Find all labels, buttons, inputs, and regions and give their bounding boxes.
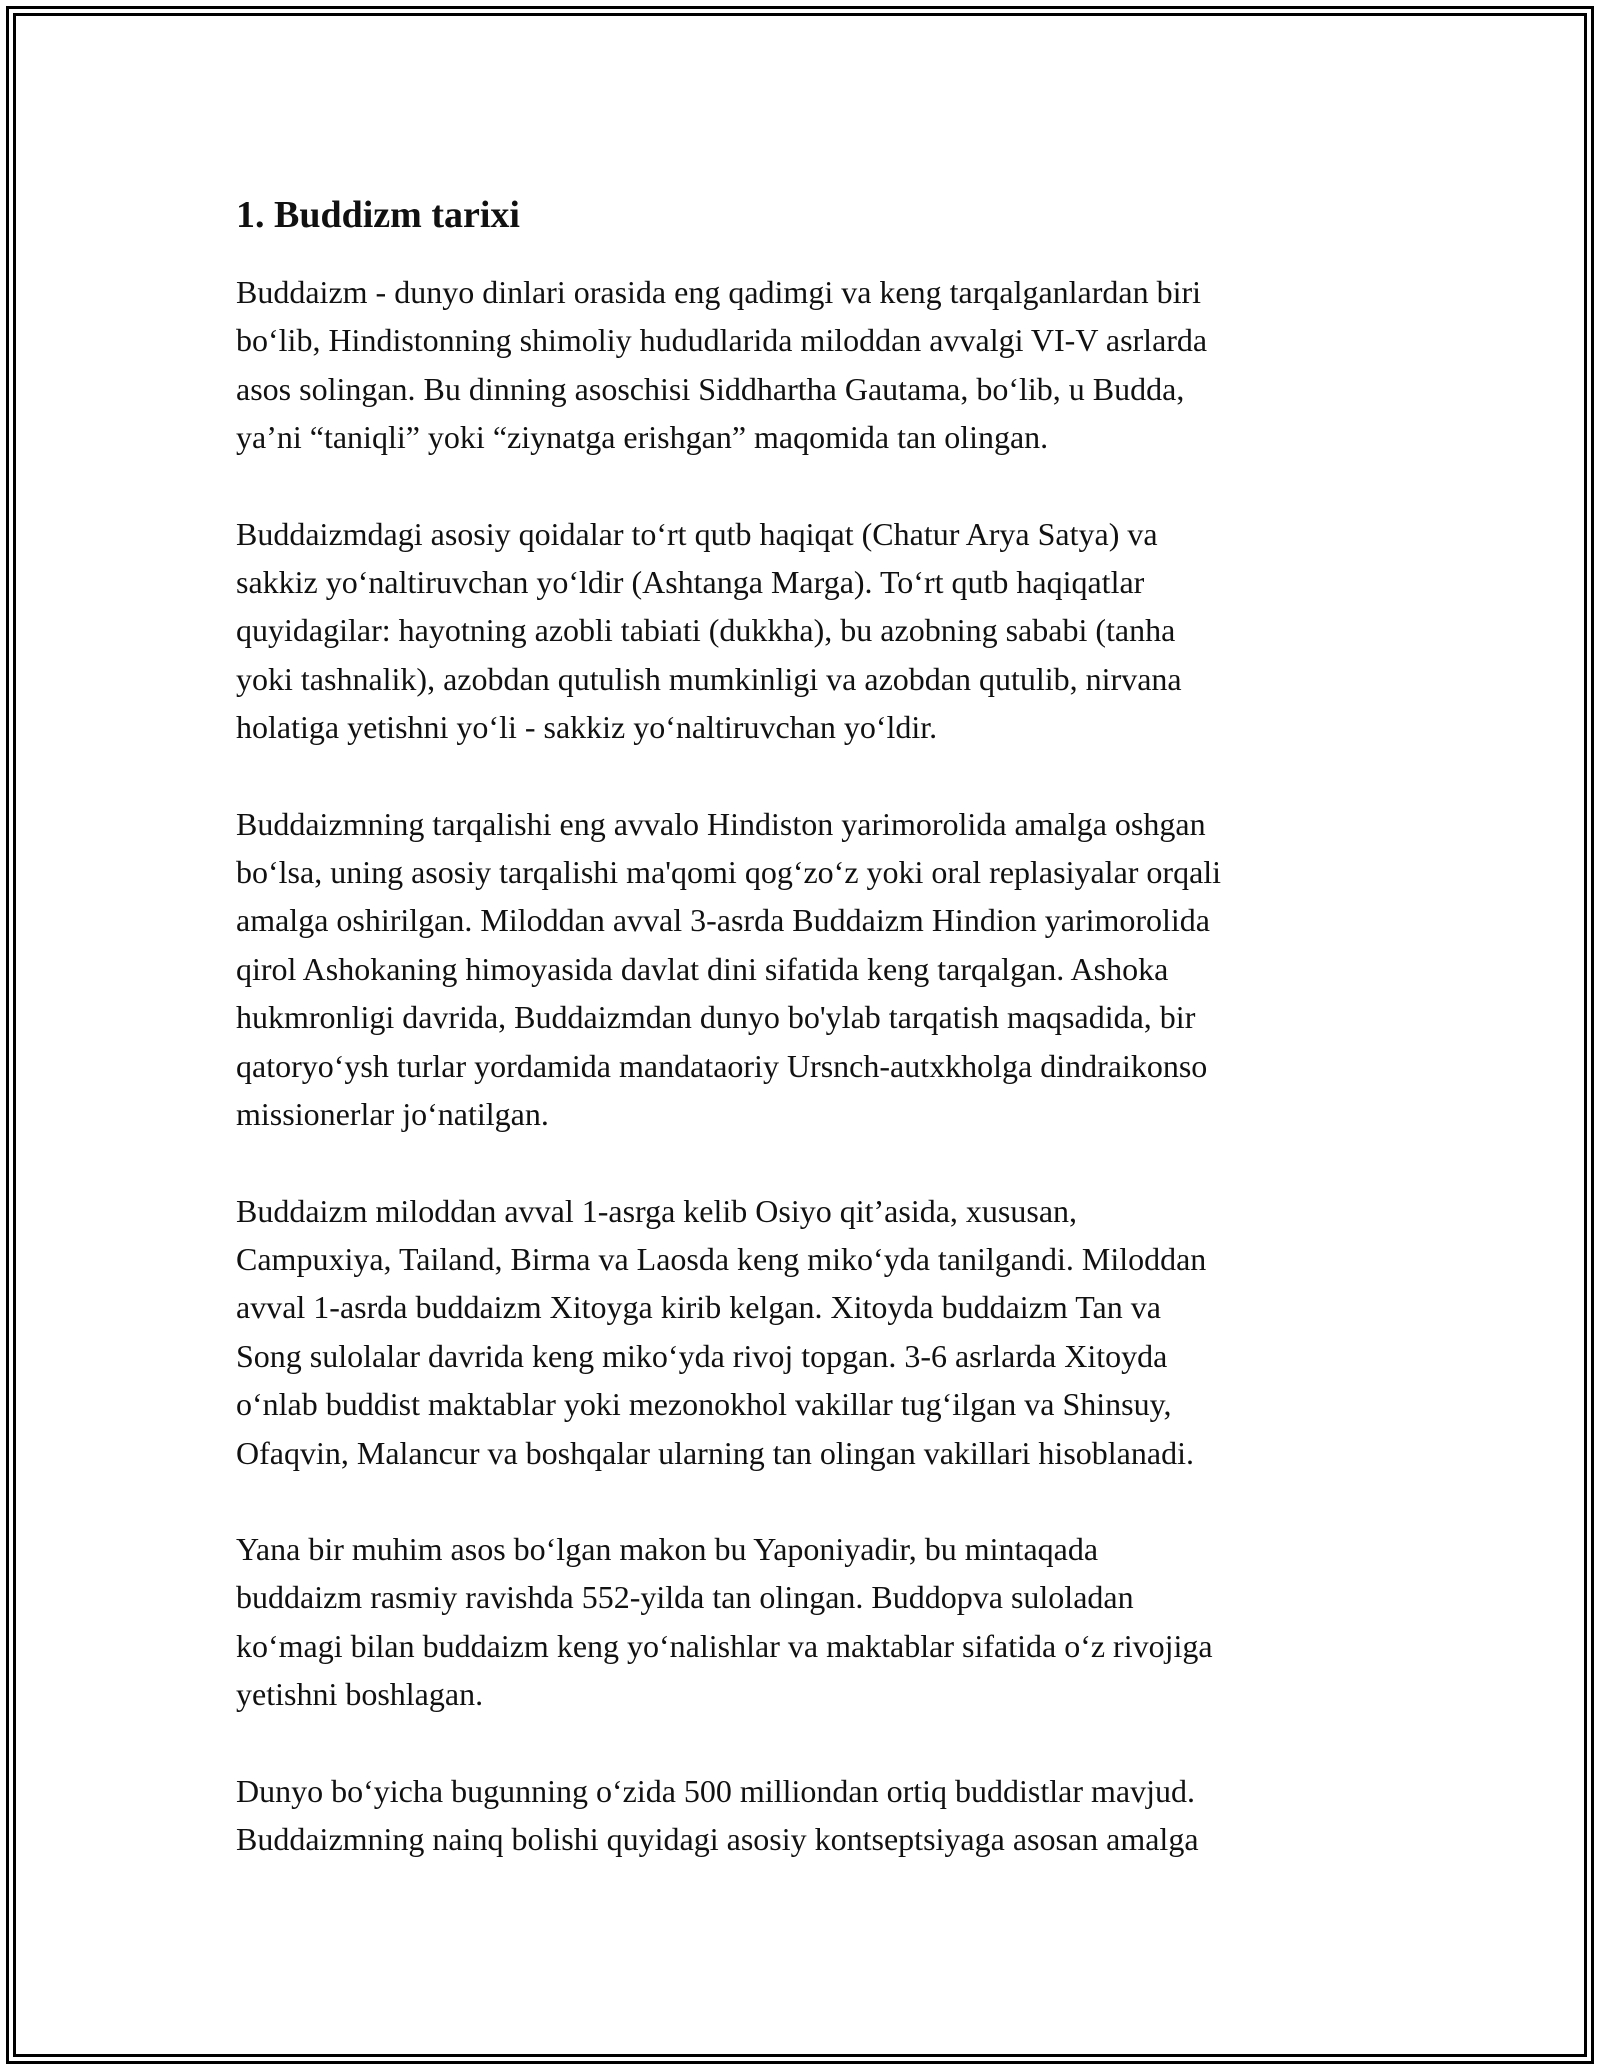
section-heading: 1. Buddizm tarixi [236,194,520,236]
paragraph-world-today: Dunyo bo‘yicha bugunning o‘zida 500 milliondan ortiq buddistlar mavjud. Buddaizmning nainq bolishi quyidagi asosiy kontseptsiyaga asosan amalga [236,1772,1199,1857]
paragraph-spread-india: Buddaizmning tarqalishi eng avvalo Hindiston yarimorolida amalga oshgan bo‘lsa, uning asosiy tarqalishi ma'qomi qog‘zo‘z yoki oral replasiyalar orqali amalga oshirilgan. Miloddan avval 3-asrda Buddaizm Hindion yarimorolida qirol Ashokaning himoyasida davlat dini sifatida keng tarqalgan. Ashoka hukmronligi davrida, Buddaizmdan dunyo bo'ylab tarqatish maqsadida, bir qatoryo‘ysh turlar yordamida mandataoriy Ursnch-autxkholga dindraikonso missionerlar jo‘natilgan. [236,805,1222,1133]
paragraph-japan: Yana bir muhim asos bo‘lgan makon bu Yaponiyadir, bu mintaqada buddaizm rasmiy ravishda 552-yilda tan olingan. Buddopva suloladan ko‘magi bilan buddaizm keng yo‘nalishlar va maktablar sifatida o‘z rivojiga yetishni boshlagan. [236,1530,1213,1713]
paragraph-origins: Buddaizm - dunyo dinlari orasida eng qadimgi va keng tarqalganlardan biri bo‘lib, Hindistonning shimoliy hududlarida miloddan avvalgi VI-V asrlarda asos solingan. Bu dinning asoschisi Siddhartha Gautama, bo‘lib, u Budda, ya’ni “taniqli” yoki “ziynatga erishgan” maqomida tan olingan. [236,274,1208,456]
paragraph-spread-asia: Buddaizm miloddan avval 1-asrga kelib Osiyo qit’asida, xususan, Campuxiya, Tailand, Birma va Laosda keng miko‘yda tanilgandi. Miloddan avval 1-asrda buddaizm Xitoyga kirib kelgan. Xitoyda buddaizm Tan va Song sulolalar davrida keng miko‘yda rivoj topgan. 3-6 asrlarda Xitoyda o‘nlab buddist maktablar yoki mezonokhol vakillar tug‘ilgan va Shinsuy, Ofaqvin, Malancur va boshqalar ularning tan olingan vakillari hisoblanadi. [236,1192,1207,1471]
document-body [236,186,1386,1911]
paragraph-four-truths: Buddaizmdagi asosiy qoidalar to‘rt qutb haqiqat (Chatur Arya Satya) va sakkiz yo‘naltiruvchan yo‘ldir (Ashtanga Marga). To‘rt qutb haqiqatlar quyidagilar: hayotning azobli tabiati (dukkha), bu azobning sababi (tanha yoki tashnalik), azobdan qutulish mumkinligi va azobdan qutulib, nirvana holatiga yetishni yo‘li - sakkiz yo‘naltiruvchan yo‘ldir. [236,515,1182,746]
